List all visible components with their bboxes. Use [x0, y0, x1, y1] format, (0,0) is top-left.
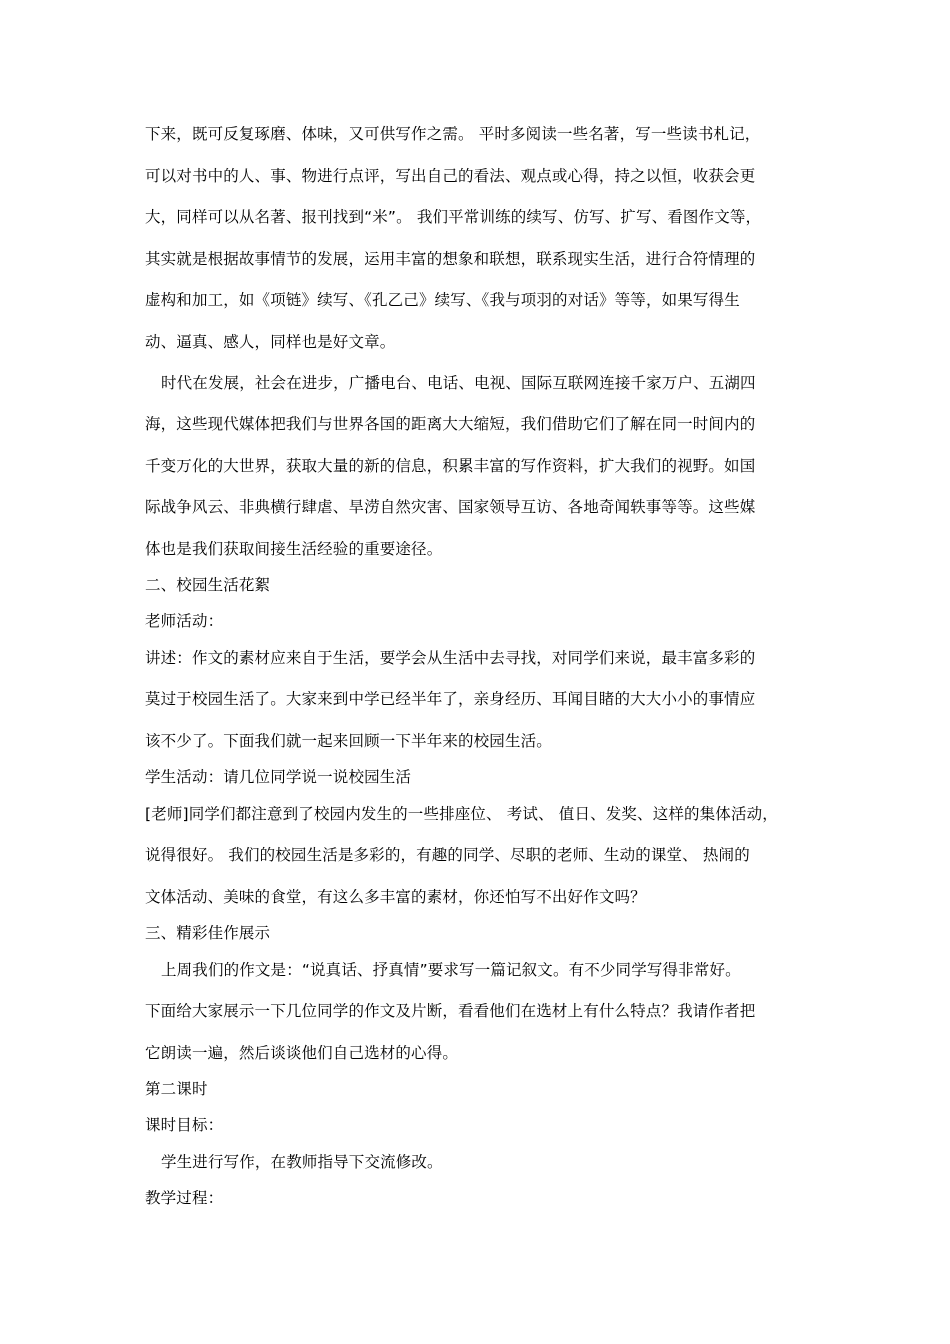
- text-line: 莫过于校园生活了。大家来到中学已经半年了，亲身经历、耳闻目睹的大大小小的事情应: [145, 690, 756, 708]
- text-line: 可以对书中的人、事、物进行点评，写出自己的看法、观点或心得，持之以恒，收获会更: [145, 167, 756, 185]
- text-line: 千变万化的大世界，获取大量的新的信息，积累丰富的写作资料，扩大我们的视野。如国: [145, 457, 756, 475]
- text-line: 上周我们的作文是：“说真话、抒真情”要求写一篇记叙文。有不少同学写得非常好。: [161, 961, 741, 979]
- text-line: 下面给大家展示一下几位同学的作文及片断，看看他们在选材上有什么特点？我请作者把: [145, 1002, 756, 1020]
- text-line: 讲述：作文的素材应来自于生活，要学会从生活中去寻找，对同学们来说，最丰富多彩的: [145, 649, 756, 667]
- text-line: 学生活动：请几位同学说一说校园生活: [145, 768, 412, 786]
- text-line: 其实就是根据故事情节的发展，运用丰富的想象和联想，联系现实生活，进行合符情理的: [145, 250, 756, 268]
- text-line: 说得很好。 我们的校园生活是多彩的，有趣的同学、尽职的老师、生动的课堂、 热闹的: [145, 846, 750, 864]
- text-line: 时代在发展，社会在进步，广播电台、电话、电视、国际互联网连接千家万户、五湖四: [161, 374, 756, 392]
- text-line: 下来，既可反复琢磨、体味，又可供写作之需。 平时多阅读一些名著，写一些读书札记，: [145, 125, 761, 143]
- text-line: 它朗读一遍，然后谈谈他们自己选材的心得。: [145, 1044, 459, 1062]
- text-line: 动、逼真、感人，同样也是好文章。: [145, 333, 396, 351]
- text-line: 虚构和加工，如《项链》续写、《孔乙己》续写、《我与项羽的对话》等等，如果写得生: [145, 291, 740, 309]
- section-heading: 二、校园生活花絮: [145, 576, 271, 594]
- text-line: 该不少了。下面我们就一起来回顾一下半年来的校园生活。: [145, 732, 552, 750]
- text-line: 学生进行写作，在教师指导下交流修改。: [161, 1153, 443, 1171]
- subheading: 老师活动：: [145, 612, 224, 630]
- subheading: 教学过程：: [145, 1189, 224, 1207]
- subheading: 课时目标：: [145, 1116, 224, 1134]
- text-line: 大，同样可以从名著、报刊找到“米”。 我们平常训练的续写、仿写、扩写、看图作文等，: [145, 208, 762, 226]
- section-heading: 第二课时: [145, 1080, 208, 1098]
- text-line: 体也是我们获取间接生活经验的重要途径。: [145, 540, 443, 558]
- text-line: 文体活动、美味的食堂，有这么多丰富的素材，你还怕写不出好作文吗？: [145, 888, 646, 906]
- text-line: 海，这些现代媒体把我们与世界各国的距离大大缩短，我们借助它们了解在同一时间内的: [145, 415, 756, 433]
- section-heading: 三、精彩佳作展示: [145, 924, 271, 942]
- text-line: [老师]同学们都注意到了校园内发生的一些排座位、 考试、 值日、发奖、这样的集体活动，: [145, 805, 778, 823]
- text-line: 际战争风云、非典横行肆虐、旱涝自然灾害、国家领导互访、各地奇闻轶事等等。这些媒: [145, 498, 756, 516]
